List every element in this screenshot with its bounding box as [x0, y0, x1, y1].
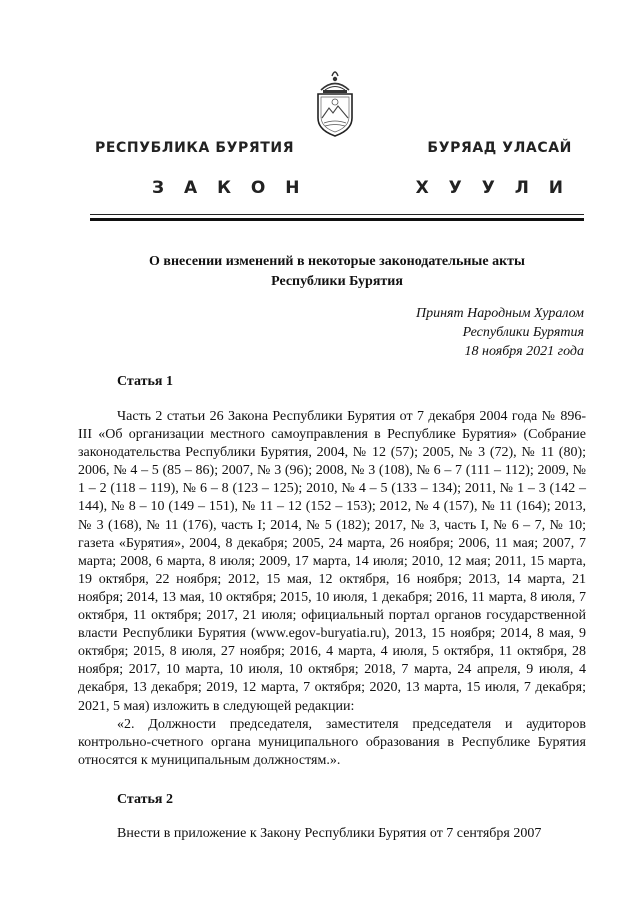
article-1-heading: Статья 1 [117, 374, 173, 389]
article-1-paragraph-1: Часть 2 статьи 26 Закона Республики Бурятия от 7 декабря 2004 года № 896-III «Об организации местного самоуправления в Республике Бурятия» (Собрание законодательства Республики Бурятия, 2004, № 12 (57); 2005, № 3 (72), № 11 (80); 2006, № 4 – 5 (85 – 86); 2007, № 3 (96); 2008, № 3 (108), № 6 – 7 (111 – 112); 2009, № 1 – 2 (118 – 119), № 6 – 8 (123 – 125); 2010, № 4 – 5 (133 – 134); 2011, № 1 – 3 (142 – 144), № 8 – 10 (149 – 151), № 11 – 12 (152 – 153); 2012, № 4 (157), № 11 (164); 2013, № 3 (168), № 11 (176), часть I; 2014, № 5 (182); 2017, № 3, часть I, № 6 – 7, № 10; газета «Бурятия», 2004, 8 декабря; 2005, 24 марта, 26 ноября; 2006, 11 мая; 2007, 7 марта; 2008, 6 марта, 8 июля; 2009, 17 марта, 14 июля; 2010, 12 мая; 2011, 15 марта, 19 октября, 22 ноября; 2012, 15 мая, 12 октября, 16 ноября; 2013, 14 марта, 21 ноября; 2014, 13 мая, 10 октября; 2015, 10 июля, 1 декабря; 2016, 11 марта, 8 июля, 7 октября, 11 октября; 2017, 21 июля; официальный портал органов государственной власти Республики Бурятия (www.egov-buryatia.ru), 2013, 15 ноября; 2014, 8 мая, 9 октября; 2015, 8 июля, 27 ноября; 2016, 4 марта, 4 июля, 5 октября, 11 октября, 28 ноября; 2017, 10 марта, 10 июля, 10 октября; 2018, 7 марта, 24 апреля, 9 июля, 4 декабря, 13 декабря; 2019, 12 марта, 7 октября; 2020, 13 марта, 15 июля, 7 декабря; 2021, 5 мая) изложить в следующей редакции: [78, 409, 586, 714]
adoption-note-line1: Принят Народным Хуралом [415, 306, 584, 321]
header-divider-thick [90, 218, 584, 221]
adoption-note-line2: Республики Бурятия [462, 325, 584, 340]
article-2-paragraph-1: Внести в приложение к Закону Республики Бурятия от 7 сентября 2007 [117, 826, 542, 841]
article-1-paragraph-2: «2. Должности председателя, заместителя председателя и аудиторов контрольно-счетного органа муниципального образования в Республике Бурятия относятся к муниципальным должностям.». [78, 717, 586, 769]
coat-of-arms-emblem [312, 66, 358, 138]
document-type-russian: З А К О Н [152, 178, 307, 198]
article-2-heading: Статья 2 [117, 792, 173, 807]
adoption-date: 18 ноября 2021 года [464, 344, 584, 359]
law-title-line2: Республики Бурятия [271, 274, 403, 289]
adoption-note [416, 304, 584, 361]
document-type-buryat: Х У У Л И [415, 178, 570, 198]
law-title-line1: О внесении изменений в некоторые законодательные акты [149, 254, 525, 269]
law-title [90, 252, 584, 292]
header-divider-thin [90, 214, 584, 215]
republic-name-buryat: БУРЯАД УЛАСАЙ [427, 140, 572, 156]
republic-name-russian: РЕСПУБЛИКА БУРЯТИЯ [95, 140, 295, 156]
